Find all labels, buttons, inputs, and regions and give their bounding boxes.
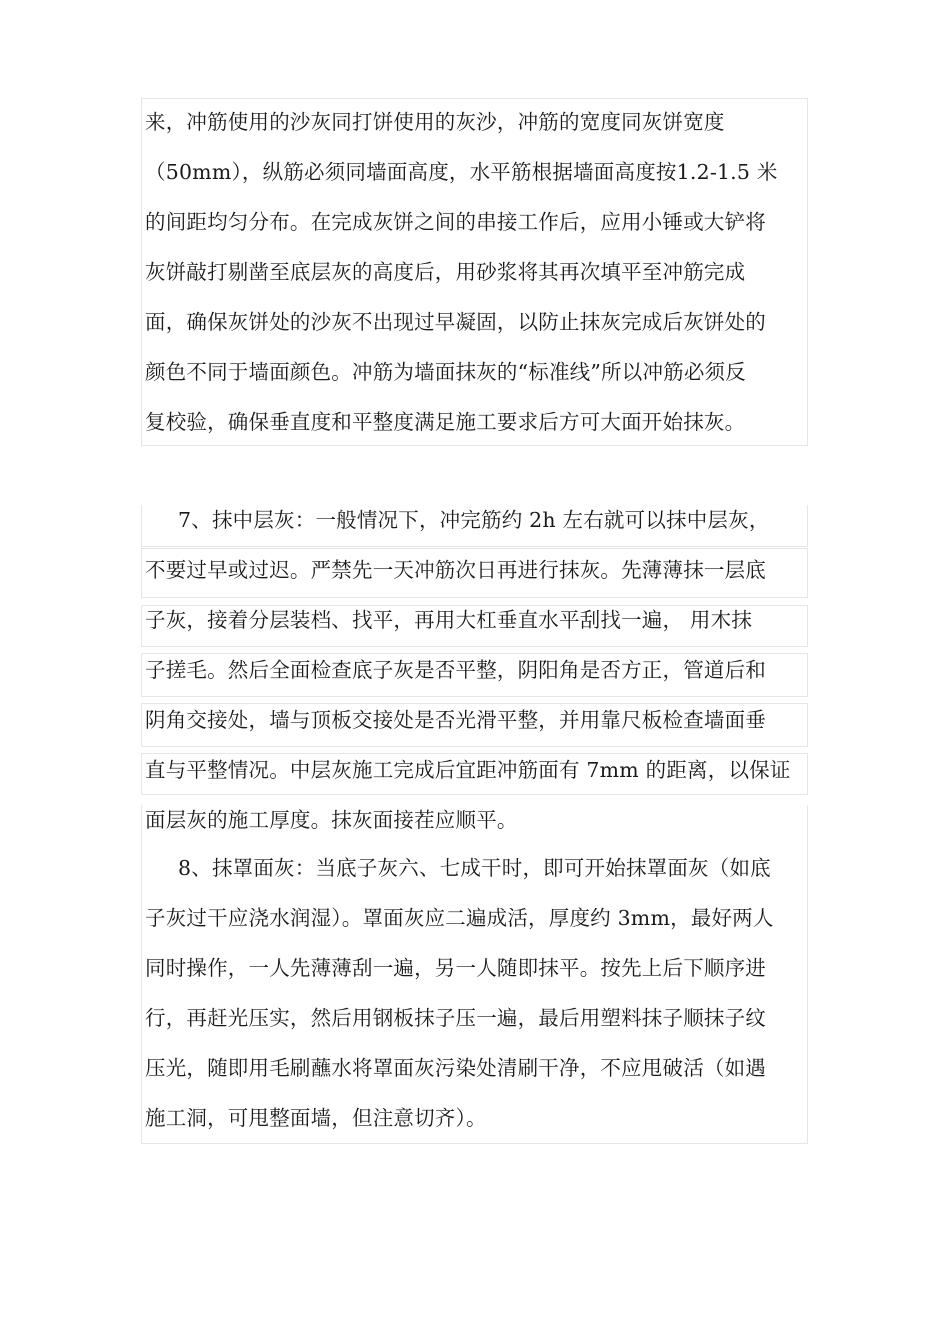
text-line: 颜色不同于墙面颜色。冲筋为墙面抹灰的“标准线”所以冲筋必须反 [145,360,746,384]
text-line: 灰饼敲打剔凿至底层灰的高度后，用砂浆将其再次填平至冲筋完成 [145,260,746,284]
text-line: 8、抹罩面灰：当底子灰六、七成干时，即可开始抹罩面灰（如底 [178,856,771,880]
text-line: 施工洞，可甩整面墙，但注意切齐）。 [145,1106,487,1130]
text-line: 行，再赶光压实，然后用钢板抹子压一遍，最后用塑料抹子顺抹子纹 [145,1006,766,1030]
text-line: 不要过早或过迟。严禁先一天冲筋次日再进行抹灰。先薄薄抹一层底 [145,558,766,582]
text-line: 子灰，接着分层装档、找平，再用大杠垂直水平刮找一遍， 用木抹 [145,608,753,632]
text-line: （50mm），纵筋必须同墙面高度，水平筋根据墙面高度按1.2-1.5 米 [145,160,778,184]
text-line: 面层灰的施工厚度。抹灰面接茬应顺平。 [145,808,518,832]
text-line: 的间距均匀分布。在完成灰饼之间的串接工作后，应用小锤或大铲将 [145,210,766,234]
text-line: 同时操作，一人先薄薄刮一遍，另一人随即抹平。按先上后下顺序进 [145,956,766,980]
text-line: 阴角交接处，墙与顶板交接处是否光滑平整，并用靠尺板检查墙面垂 [145,708,766,732]
text-line: 子灰过干应浇水润湿）。罩面灰应二遍成活，厚度约 3mm，最好两人 [145,906,774,930]
text-line: 子搓毛。然后全面检查底子灰是否平整，阴阳角是否方正，管道后和 [145,658,766,682]
text-line: 复校验，确保垂直度和平整度满足施工要求后方可大面开始抹灰。 [145,410,746,434]
text-line: 来，冲筋使用的沙灰同打饼使用的灰沙，冲筋的宽度同灰饼宽度 [145,110,725,134]
text-line: 7、抹中层灰：一般情况下，冲完筋约 2h 左右就可以抹中层灰， [178,508,770,532]
text-line: 压光，随即用毛刷蘸水将罩面灰污染处清刷干净，不应甩破活（如遇 [145,1056,766,1080]
text-line: 直与平整情况。中层灰施工完成后宜距冲筋面有 7mm 的距离，以保证 [145,758,791,782]
text-line: 面，确保灰饼处的沙灰不出现过早凝固，以防止抹灰完成后灰饼处的 [145,310,766,334]
